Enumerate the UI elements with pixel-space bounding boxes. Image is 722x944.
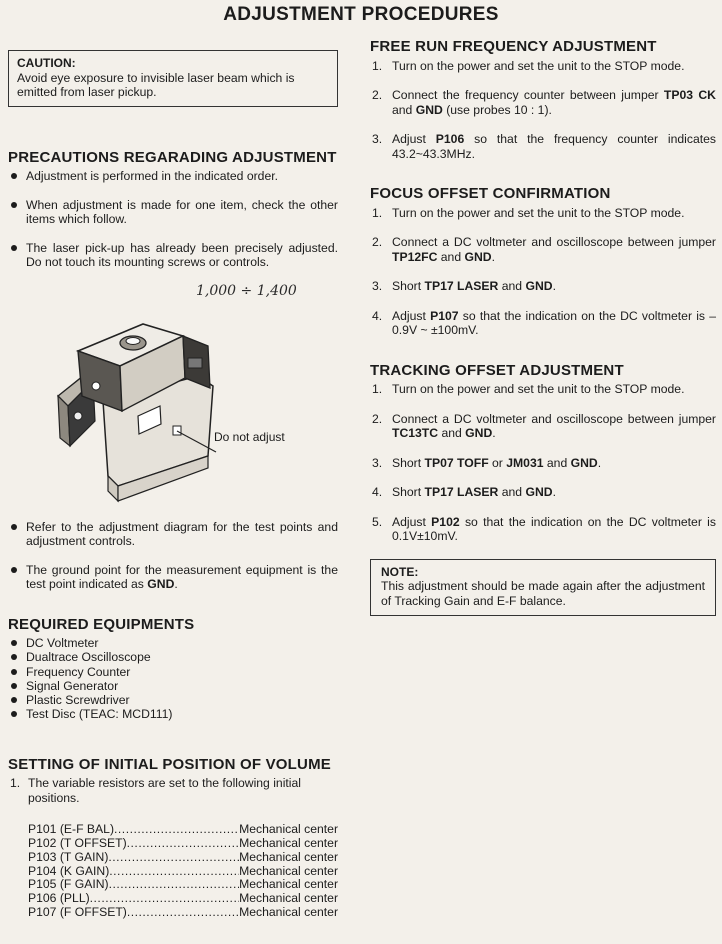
step-text: Turn on the power and set the unit to the STOP mode.	[392, 382, 685, 396]
step-item	[370, 485, 716, 500]
free-run-steps	[370, 59, 716, 162]
test-point-label: TP17 LASER	[424, 279, 499, 293]
step-text: Turn on the power and set the unit to the STOP mode.	[392, 205, 685, 220]
figure-callout: Do not adjust	[214, 429, 285, 444]
step-text: .	[552, 279, 556, 293]
step-text: .	[491, 249, 495, 264]
tracking-steps	[370, 382, 716, 544]
precautions-list	[8, 169, 338, 270]
laser-pickup-figure	[8, 282, 338, 512]
step-text: Adjust	[392, 514, 432, 529]
step-text: Turn on the power and set the unit to the STOP mode.	[392, 58, 685, 73]
step-item	[370, 88, 716, 117]
resistor-name: P104 (K GAIN)	[28, 863, 110, 878]
precautions-heading: PRECAUTIONS REGARADING ADJUSTMENT	[8, 148, 337, 166]
table-row	[28, 892, 338, 906]
step-number: 4.	[372, 485, 383, 499]
step-text: Short	[392, 485, 425, 499]
test-point-label: GND	[525, 485, 553, 499]
resistor-position: Mechanical center	[239, 877, 338, 892]
step-text: so that the frequency counter indicates 43.2~43.3MHz.	[392, 132, 716, 161]
note-box	[370, 559, 716, 617]
step-number: 2.	[372, 411, 383, 426]
test-point-label: GND	[570, 455, 598, 470]
test-point-label: GND	[464, 249, 492, 264]
step-text: .	[492, 426, 496, 440]
equipments-heading: REQUIRED EQUIPMENTS	[8, 615, 195, 633]
step-text: and	[438, 426, 466, 440]
free-run-heading: FREE RUN FREQUENCY ADJUSTMENT	[370, 38, 657, 55]
step-text: Connect a DC voltmeter and oscilloscope between jumper	[392, 235, 716, 249]
test-point-label: GND	[525, 279, 553, 293]
resistor-name: P101 (E-F BAL)	[28, 822, 115, 837]
step-text: Connect the frequency counter between jumper	[392, 88, 664, 102]
step-number: 3.	[372, 455, 383, 470]
step-number: 3.	[372, 279, 383, 293]
resistor-position: Mechanical center	[239, 905, 338, 920]
step-text: Adjust	[392, 308, 431, 323]
list-item: Frequency Counter	[8, 665, 338, 679]
step-text: .	[597, 455, 602, 470]
test-point-label: JM031	[506, 455, 544, 470]
step-text: and	[498, 485, 526, 499]
step-item	[370, 206, 716, 221]
volume-intro	[8, 776, 338, 805]
list-item-text: The ground point for the measurement equipment is the test point indicated as GND.	[26, 562, 338, 591]
step-text: so that the indication on the DC voltmeter is 0.1V±10mV.	[392, 514, 716, 543]
laser-pickup-drawing	[48, 306, 258, 506]
step-text: Connect a DC voltmeter and oscilloscope between jumper	[392, 411, 716, 426]
list-item	[8, 563, 338, 592]
test-point-label: GND	[465, 426, 493, 440]
focus-section	[370, 187, 716, 338]
test-point-label: P102	[431, 514, 460, 529]
left-column	[8, 50, 338, 920]
volume-intro-text: The variable resistors are set to the following initial positions.	[28, 776, 301, 805]
list-item: Refer to the adjustment diagram for the test points and adjustment controls.	[8, 520, 338, 549]
table-row	[28, 865, 338, 879]
step-number: 2.	[372, 235, 383, 249]
focus-heading: FOCUS OFFSET CONFIRMATION	[370, 185, 611, 202]
list-item: The laser pick-up has already been precisely adjusted. Do not touch its mounting screws or controls.	[8, 241, 338, 270]
step-item	[370, 132, 716, 161]
resistor-position: Mechanical center	[239, 891, 338, 906]
list-item: Signal Generator	[8, 679, 338, 693]
test-point-label: TC13TC	[392, 426, 439, 440]
test-point-label: TP03 CK	[663, 88, 716, 102]
step-number: 1.	[372, 382, 383, 396]
step-item	[370, 279, 716, 294]
note-text: This adjustment should be made again after the adjustment of Tracking Gain and E-F balance.	[381, 579, 705, 608]
step-item	[370, 412, 716, 441]
step-text: so that the indication on the DC voltmeter is –0.9V ~ ±100mV.	[392, 308, 716, 337]
list-item: Dualtrace Oscilloscope	[8, 650, 338, 664]
step-item	[370, 235, 716, 264]
step-text: Adjust	[392, 132, 436, 146]
resistor-name: P106 (PLL)	[28, 891, 90, 906]
step-number: 5.	[372, 514, 383, 529]
test-point-label: TP07 TOFF	[424, 455, 489, 470]
step-text: and	[498, 279, 526, 293]
caution-text: Avoid eye exposure to invisible laser beam which is emitted from laser pickup.	[17, 70, 295, 99]
resistor-position: Mechanical center	[239, 863, 338, 878]
table-row	[28, 851, 338, 865]
step-item	[370, 456, 716, 471]
list-item: Adjustment is performed in the indicated order.	[8, 169, 338, 184]
free-run-section	[370, 40, 716, 161]
test-point-label: TP17 LASER	[424, 485, 499, 499]
step-item	[370, 382, 716, 397]
resistor-position: Mechanical center	[239, 822, 338, 837]
resistor-position: Mechanical center	[239, 849, 338, 864]
step-number: 2.	[372, 88, 383, 102]
list-item: When adjustment is made for one item, check the other items which follow.	[8, 198, 338, 227]
handwritten-note: 1,000 ÷ 1,400	[196, 282, 297, 299]
step-item	[370, 59, 716, 74]
focus-steps	[370, 206, 716, 338]
list-item: DC Voltmeter	[8, 636, 338, 650]
table-row	[28, 906, 338, 920]
tracking-heading: TRACKING OFFSET ADJUSTMENT	[370, 361, 624, 379]
step-number: 1.	[372, 205, 383, 220]
tracking-section	[370, 361, 716, 544]
resistor-name: P103 (T GAIN)	[28, 849, 109, 864]
step-text: (use probes 10 : 1).	[442, 102, 552, 117]
step-number: 4.	[372, 308, 383, 323]
step-number: 3.	[372, 132, 383, 146]
step-item	[370, 309, 716, 338]
resistor-name: P105 (F GAIN)	[28, 877, 109, 892]
step-text: and	[437, 249, 465, 264]
table-row	[28, 878, 338, 892]
step-text: Short	[392, 455, 425, 470]
page-title: ADJUSTMENT PROCEDURES	[223, 4, 499, 25]
equipments-list	[8, 636, 338, 722]
step-item	[370, 515, 716, 544]
test-point-label: GND	[415, 102, 443, 117]
note-heading: NOTE:	[381, 564, 419, 579]
caution-heading: CAUTION:	[17, 56, 76, 70]
step-number: 1.	[372, 58, 383, 73]
test-point-label: P106	[435, 132, 465, 146]
resistor-position: Mechanical center	[239, 836, 338, 851]
right-column	[370, 40, 716, 616]
step-text: Short	[392, 279, 425, 293]
caution-box	[8, 50, 338, 107]
table-row	[28, 823, 338, 837]
step-text: or	[488, 455, 507, 470]
step-text: and	[392, 102, 416, 117]
list-item: Plastic Screwdriver	[8, 693, 338, 707]
step-number: 1.	[10, 776, 21, 791]
test-point-label: TP12FC	[392, 249, 438, 264]
test-point-label: P107	[430, 308, 459, 323]
list-item: Test Disc (TEAC: MCD111)	[8, 707, 338, 721]
precautions-list-continued	[8, 520, 338, 592]
step-text: .	[552, 485, 556, 499]
step-text: and	[543, 455, 571, 470]
volume-heading: SETTING OF INITIAL POSITION OF VOLUME	[8, 755, 331, 773]
table-row	[28, 837, 338, 851]
resistor-name: P102 (T OFFSET)	[28, 836, 127, 851]
resistor-name: P107 (F OFFSET)	[28, 905, 127, 920]
volume-table	[28, 823, 338, 920]
